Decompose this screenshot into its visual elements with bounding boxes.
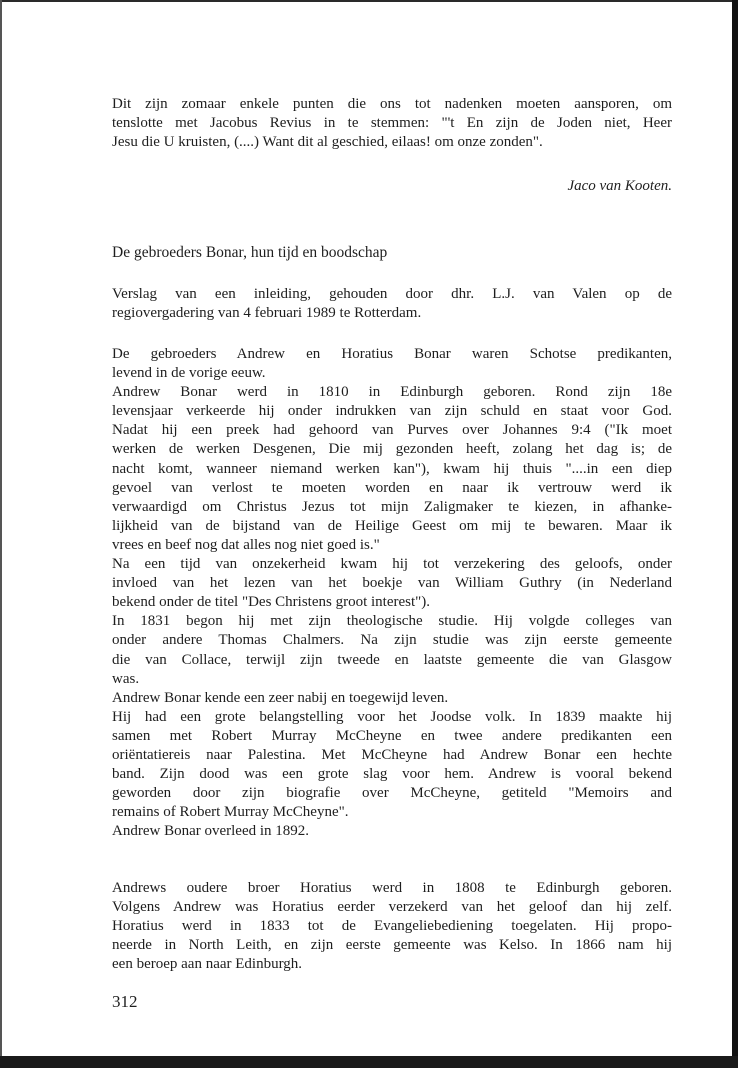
body-line: vrees en beef nog dat alles nog niet goed is." <box>112 536 380 553</box>
article-title: De gebroeders Bonar, hun tijd en boodschap <box>112 244 388 261</box>
body-line: Andrew Bonar kende een zeer nabij en toegewijd leven. <box>112 689 449 706</box>
intro-line: Jesu die U kruisten, (....) Want dit al geschied, eilaas! om onze zonden". <box>112 134 543 151</box>
body-line: remains of Robert Murray McCheyne". <box>112 804 349 821</box>
report-line: regiovergadering van 4 februari 1989 te Rotterdam. <box>112 305 422 322</box>
body-line: Hij had een grote belangstelling voor het Joodse volk. In 1839 maakte hij <box>112 708 672 725</box>
page-number: 312 <box>112 992 138 1011</box>
body-line: band. Zijn dood was een grote slag voor hem. Andrew is vooral bekend <box>112 766 672 783</box>
body-line: nacht komt, wanneer niemand werken kan"), kwam hij thuis "....in een diep <box>112 460 672 477</box>
andrew-section <box>112 345 672 841</box>
scan-edge-bottom <box>0 1056 738 1068</box>
report-paragraph <box>112 285 672 323</box>
body-line: samen met Robert Murray McCheyne en twee andere predikanten een <box>112 727 672 744</box>
body-line: bekend onder de titel "Des Christens groot interest"). <box>112 594 431 611</box>
scan-edge-right <box>732 0 738 1068</box>
body-line: was. <box>112 670 140 687</box>
body-line: levend in de vorige eeuw. <box>112 365 266 382</box>
body-line: invloed van het lezen van het boekje van William Guthry (in Nederland <box>112 575 672 592</box>
body-line: Andrew Bonar overleed in 1892. <box>112 823 310 840</box>
body-line: die van Collace, terwijl zijn tweede en laatste gemeente die van Glasgow <box>112 651 672 668</box>
body-line: oriëntatiereis naar Palestina. Met McCheyne had Andrew Bonar een hechte <box>112 746 672 763</box>
signature: Jaco van Kooten. <box>567 178 672 194</box>
body-line: lijkheid van de bijstand van de Heilige Geest om mij te bewaren. Maar ik <box>112 517 672 534</box>
body-line: Andrew Bonar werd in 1810 in Edinburgh geboren. Rond zijn 18e <box>112 384 672 401</box>
body-line: onder andere Thomas Chalmers. Na zijn studie was zijn eerste gemeente <box>112 632 672 649</box>
horatius-line: neerde in North Leith, en zijn eerste gemeente was Kelso. In 1866 nam hij <box>112 937 672 954</box>
body-line: Na een tijd van onzekerheid kwam hij tot verzekering des geloofs, onder <box>112 556 672 573</box>
body-line: verwaardigd om Christus Jezus tot mijn Zaligmaker te kiezen, in afhanke- <box>112 498 672 515</box>
scan-edge-left <box>0 0 2 1068</box>
horatius-line: een beroep aan naar Edinburgh. <box>112 956 303 973</box>
body-line: Nadat hij een preek had gehoord van Purves over Johannes 9:4 ("Ik moet <box>112 422 672 439</box>
body-line: geworden door zijn biografie over McCheyne, getiteld "Memoirs and <box>112 785 672 802</box>
horatius-line: Horatius werd in 1833 tot de Evangeliebediening toegelaten. Hij propo- <box>112 918 672 935</box>
report-line: Verslag van een inleiding, gehouden door dhr. L.J. van Valen op de <box>112 286 672 302</box>
intro-line: Dit zijn zomaar enkele punten die ons tot nadenken moeten aansporen, om <box>112 96 672 112</box>
scan-edge-top <box>0 0 738 2</box>
horatius-line: Volgens Andrew was Horatius eerder verzekerd van het geloof dan hij zelf. <box>112 899 672 916</box>
body-line: levensjaar verkeerde hij onder indrukken van zijn schuld en staat voor God. <box>112 403 672 420</box>
intro-line: tenslotte met Jacobus Revius in te stemmen: "'t En zijn de Joden niet, Heer <box>112 115 672 132</box>
intro-paragraph <box>112 95 672 152</box>
body-line: In 1831 begon hij met zijn theologische studie. Hij volgde colleges van <box>112 613 672 630</box>
horatius-section <box>112 879 672 974</box>
body-line: De gebroeders Andrew en Horatius Bonar waren Schotse predikanten, <box>112 346 672 362</box>
body-line: werken de werken Desgenen, Die mij gezonden heeft, zolang het dag is; de <box>112 441 672 458</box>
body-line: gevoel van verlost te moeten worden en naar ik vertrouw werd ik <box>112 479 672 496</box>
horatius-line: Andrews oudere broer Horatius werd in 1808 te Edinburgh geboren. <box>112 880 672 896</box>
